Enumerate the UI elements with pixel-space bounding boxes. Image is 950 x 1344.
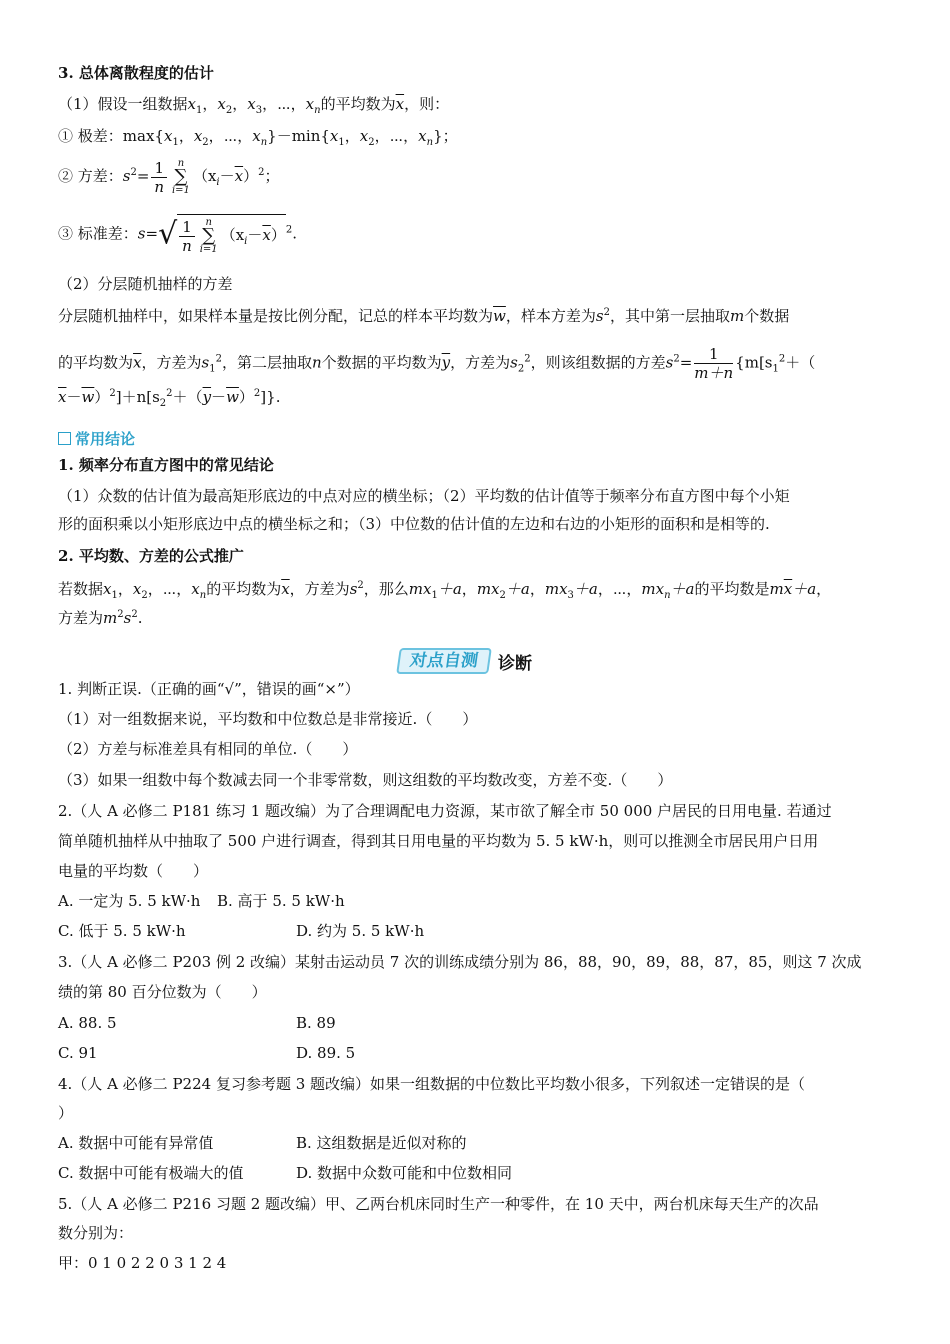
range-formula: ① 极差：$\max\{x_1$，$x_2$，⋯，$x_n\}-\min\{x_1$，$x_2$，⋯，$x_n$}；	[58, 127, 458, 148]
option-a: A. 数据中可能有异常值	[58, 1134, 214, 1152]
section-heading: 3. 总体离散程度的估计	[58, 64, 214, 82]
option-b: B. 89	[296, 1014, 336, 1032]
paragraph-line: 形的面积乘以小矩形底边中点的横坐标之和；（3）中位数的估计值的左边和右边的小矩形的面积和是相等的.	[58, 515, 770, 533]
variance-formula: ② 方差：$s^2=$ $\frac{1}{n}$ n ∑ i=1 $(x_i-\overline{x})^2$；	[58, 158, 280, 196]
std-dev-formula: ③ 标准差：s=√ $\frac{1}{n}$ n ∑ i=1 $(x_i-\overline{x})^2$.	[58, 214, 297, 255]
option-d: D. 89. 5	[296, 1044, 356, 1062]
option-a: A. 一定为 5. 5 kW·h	[58, 892, 201, 910]
option-d: D. 约为 5. 5 kW·h	[296, 922, 425, 940]
paragraph-line: 的平均数为$\overline{x}$，方差为$s_1^2$，第二层抽取n个数据的平均数为$\overline{y}$，方差为$s_2^2$，则该组数据的方差$s^2=$ $\frac{1}{m+n}$ {$m[s_1^2+$（	[58, 345, 816, 382]
square-root: √ $\frac{1}{n}$ n ∑ i=1 $(x_i-\overline{x})$	[158, 214, 286, 255]
banner-tag: 对点自测	[396, 648, 492, 674]
question-1: 1. 判断正误.（正确的画“√”，错误的画“×”）	[58, 680, 360, 698]
fraction: $\frac{1}{n}$	[151, 159, 167, 196]
question-2: 电量的平均数（ ）	[58, 862, 209, 880]
paragraph-line: 方差为$m^2s^2$.	[58, 609, 143, 627]
question-5-data: 甲：0 1 0 2 2 0 3 1 2 4	[58, 1254, 227, 1272]
question-5: 5.（人 A 必修二 P216 习题 2 题改编）甲、乙两台机床同时生产一种零件，在 10 天中，两台机床每天生产的次品	[58, 1195, 819, 1213]
banner-tail: 诊断	[498, 653, 532, 674]
paragraph-line: $\overline{x}-\overline{w})^2]+n[s_2^2+(\overline{y}-\overline{w})^2]$}.	[58, 388, 281, 409]
option-a: A. 88. 5	[58, 1014, 117, 1032]
question-item: （1）对一组数据来说，平均数和中位数总是非常接近.（ ）	[58, 710, 478, 728]
question-2: 2.（人 A 必修二 P181 练习 1 题改编）为了合理调配电力资源，某市欲了解全市 50 000 户居民的日用电量. 若通过	[58, 802, 832, 820]
question-4: ）	[58, 1104, 74, 1122]
subheading: （2）分层随机抽样的方差	[58, 275, 233, 293]
question-3: 3.（人 A 必修二 P203 例 2 改编）某射击运动员 7 次的训练成绩分别为 86，88，90，89，88，87，85，则这 7 次成	[58, 953, 862, 971]
question-3: 绩的第 80 百分位数为（ ）	[58, 983, 267, 1001]
option-b: B. 这组数据是近似对称的	[296, 1134, 467, 1152]
question-2: 简单随机抽样从中抽取了 500 户进行调查，得到其日用电量的平均数为 5. 5 kW·h，则可以推测全市居民用户日用	[58, 832, 819, 850]
question-5: 数分别为：	[58, 1224, 134, 1242]
option-c: C. 低于 5. 5 kW·h	[58, 922, 186, 940]
section-heading: 1. 频率分布直方图中的常见结论	[58, 456, 274, 474]
definition-line: （1）假设一组数据$x_1$，$x_2$，$x_3$，⋯，$x_n$的平均数为$\overline{x}$，则：	[58, 95, 450, 116]
paragraph-line: （1）众数的估计值为最高矩形底边的中点对应的横坐标；（2）平均数的估计值等于频率分布直方图中每个小矩	[58, 487, 790, 505]
conclusions-title: 常用结论	[58, 428, 135, 450]
summation-symbol: n ∑ i=1	[171, 158, 190, 196]
paragraph-line: 分层随机抽样中，如果样本量是按比例分配，记总的样本平均数为$\overline{w}$，样本方差为$s^2$，其中第一层抽取m个数据	[58, 307, 790, 325]
paragraph-line: 若数据$x_1$，$x_2$，⋯，$x_n$的平均数为$\overline{x}$，方差为$s^2$，那么$mx_1+a$，$mx_2+a$，$mx_3+a$，⋯，$mx_n+a$的平均数是$m\overline{x}+a$，	[58, 580, 832, 601]
question-item: （2）方差与标准差具有相同的单位.（ ）	[58, 740, 358, 758]
option-b: B. 高于 5. 5 kW·h	[217, 892, 345, 910]
question-4: 4.（人 A 必修二 P224 复习参考题 3 题改编）如果一组数据的中位数比平均数小很多，下列叙述一定错误的是（	[58, 1075, 806, 1093]
option-c: C. 数据中可能有极端大的值	[58, 1164, 244, 1182]
option-c: C. 91	[58, 1044, 98, 1062]
option-d: D. 数据中众数可能和中位数相同	[296, 1164, 513, 1182]
self-test-banner	[398, 647, 532, 675]
section-heading: 2. 平均数、方差的公式推广	[58, 547, 244, 565]
question-item: （3）如果一组数中每个数减去同一个非零常数，则这组数的平均数改变，方差不变.（ ）	[58, 771, 673, 789]
checkbox-icon	[58, 432, 71, 445]
